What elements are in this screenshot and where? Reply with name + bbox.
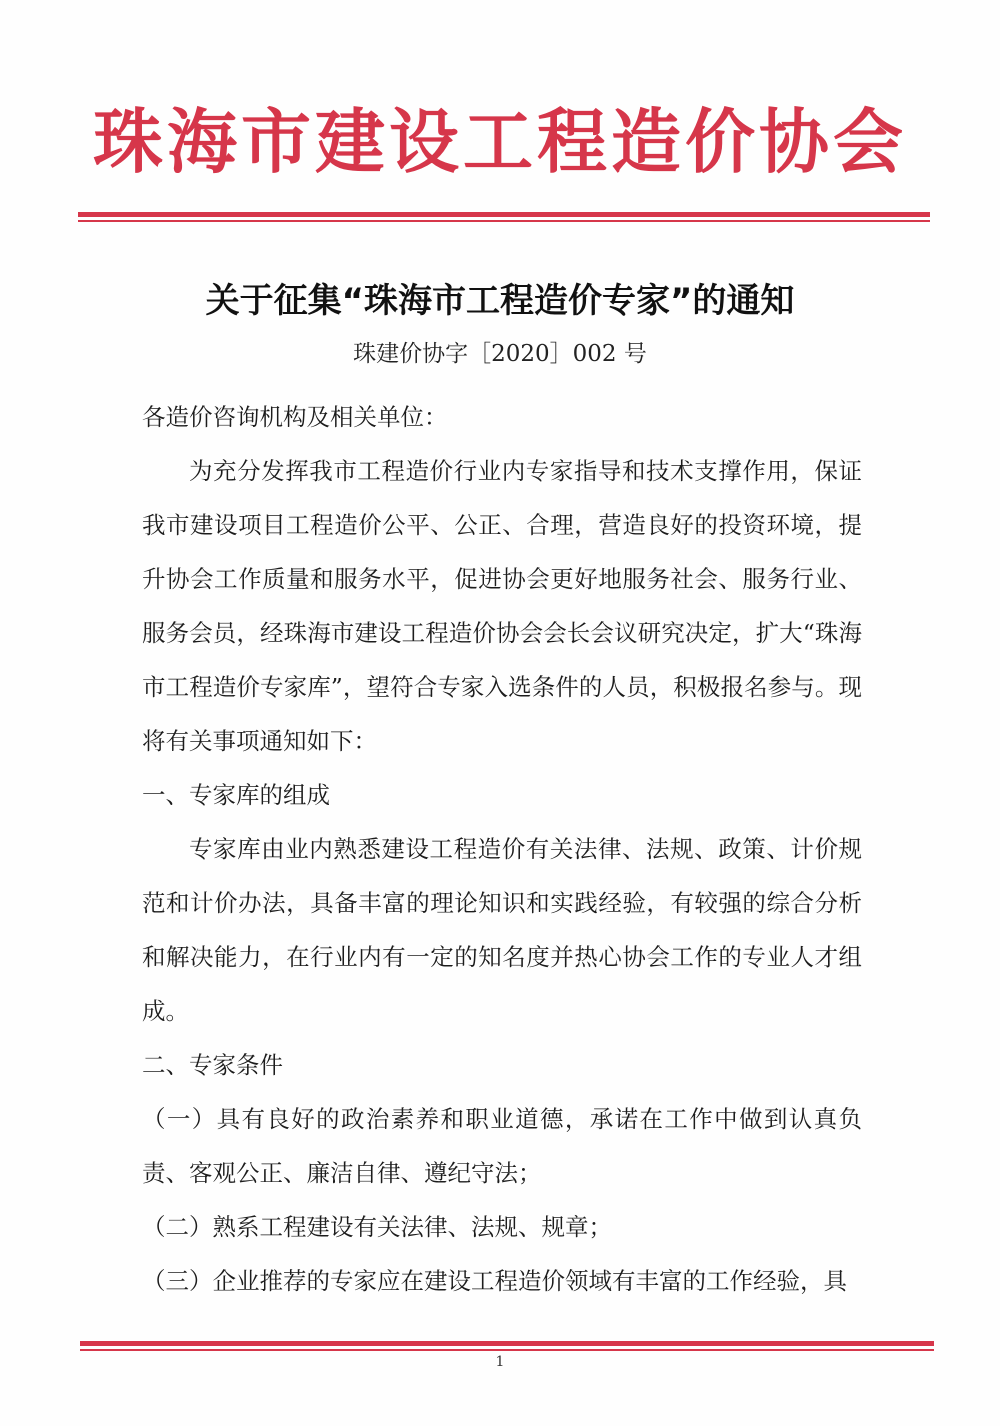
document-number: 珠建价协字［2020］002 号 xyxy=(353,341,647,367)
section-heading-conditions: 二、专家条件 xyxy=(142,1051,283,1079)
letterhead-divider-thin xyxy=(78,220,930,222)
letterhead-divider-thick xyxy=(78,212,930,217)
salutation: 各造价咨询机构及相关单位： xyxy=(142,403,448,431)
condition-item-2: （二）熟系工程建设有关法律、法规、规章； xyxy=(142,1213,612,1241)
section-heading-composition: 一、专家库的组成 xyxy=(142,781,330,809)
section-paragraph-composition: 专家库由业内熟悉建设工程造价有关法律、法规、政策、计价规范和计价办法，具备丰富的理论知识和实践经验，有较强的综合分析和解决能力，在行业内有一定的知名度并热心协会工作的专业人才组成。 xyxy=(142,835,862,1025)
intro-paragraph: 为充分发挥我市工程造价行业内专家指导和技术支撑作用，保证我市建设项目工程造价公平、公正、合理，营造良好的投资环境，提升协会工作质量和服务水平，促进协会更好地服务社会、服务行业、服务会员，经珠海市建设工程造价协会会长会议研究决定，扩大“珠海市工程造价专家库”，望符合专家入选条件的人员，积极报名参与。现将有关事项通知如下： xyxy=(142,457,862,755)
footer-divider-thick xyxy=(80,1341,934,1346)
notice-body xyxy=(142,390,862,1308)
page-number: 1 xyxy=(495,1354,505,1370)
letterhead-org-name: 珠海市建设工程造价协会 xyxy=(93,101,907,183)
footer-divider-thin xyxy=(80,1349,934,1351)
notice-title: 关于征集“珠海市工程造价专家”的通知 xyxy=(205,281,795,321)
condition-item-3: （三）企业推荐的专家应在建设工程造价领域有丰富的工作经验，具 xyxy=(142,1267,847,1295)
condition-item-1: （一）具有良好的政治素养和职业道德，承诺在工作中做到认真负责、客观公正、廉洁自律、遵纪守法； xyxy=(142,1105,862,1187)
